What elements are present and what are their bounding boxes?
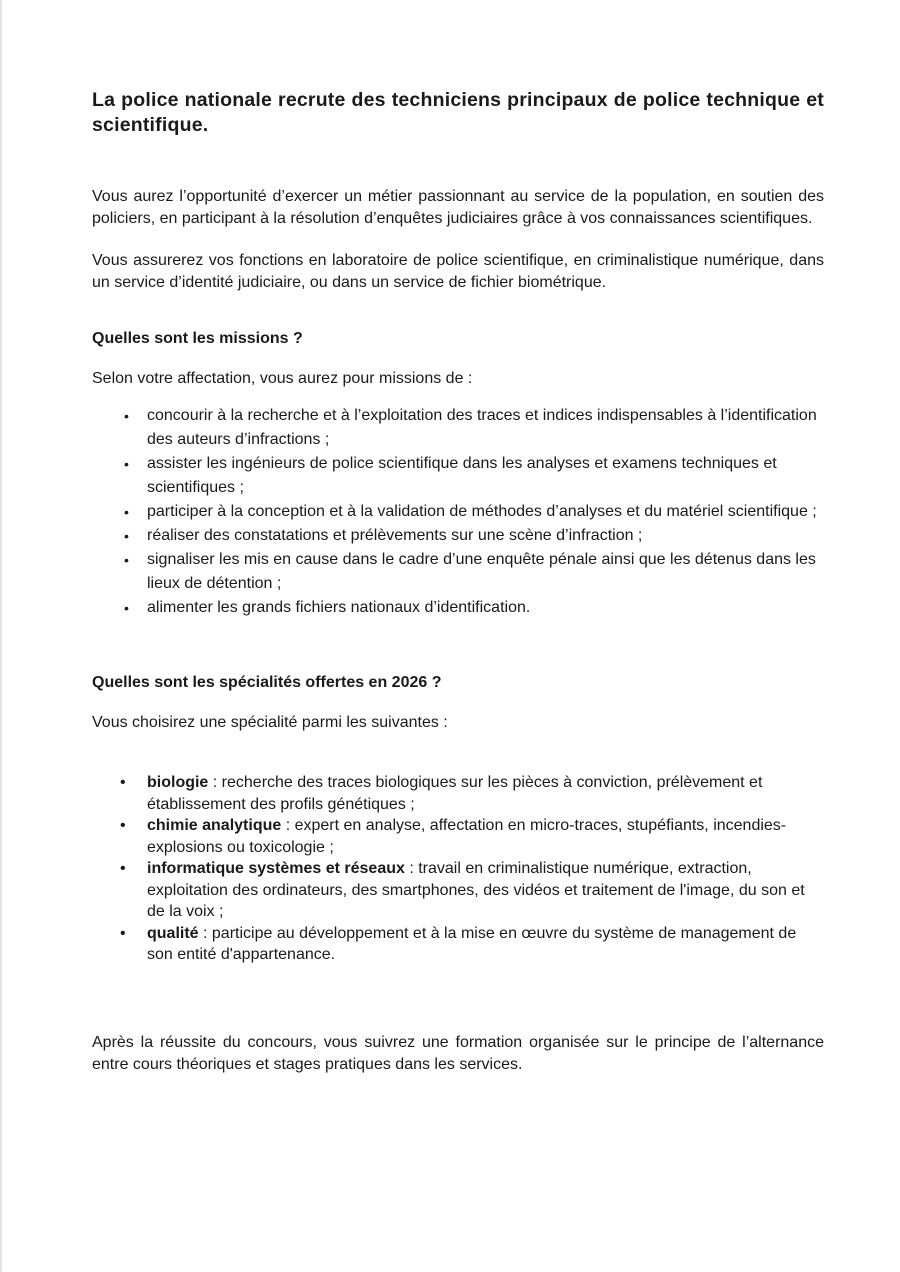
mission-text: assister les ingénieurs de police scientifique dans les analyses et examens techniques et scientifiques ; [147, 455, 777, 496]
bullet-icon: • [120, 774, 126, 791]
specialite-description: : recherche des traces biologiques sur les pièces à conviction, prélèvement et établissement des profils génétiques ; [147, 774, 763, 813]
specialites-heading: Quelles sont les spécialités offertes en 2026 ? [92, 674, 442, 691]
list-item [92, 404, 824, 452]
list-item [92, 772, 824, 815]
list-item [92, 524, 824, 548]
specialites-lead: Vous choisirez une spécialité parmi les suivantes : [92, 714, 448, 731]
missions-list [92, 404, 824, 620]
mission-text: participer à la conception et à la validation de méthodes d’analyses et du matériel scientifique ; [147, 503, 817, 520]
document-body [92, 88, 824, 1076]
missions-heading: Quelles sont les missions ? [92, 330, 303, 347]
bullet-icon: • [120, 860, 126, 877]
mission-text: alimenter les grands fichiers nationaux d’identification. [147, 599, 531, 616]
specialite-name: informatique systèmes et réseaux [147, 860, 405, 877]
specialite-description: : travail en criminalistique numérique, extraction, exploitation des ordinateurs, des smartphones, des vidéos et traitement de l'image, du son et de la voix ; [147, 860, 805, 920]
mission-text: concourir à la recherche et à l’exploitation des traces et indices indispensables à l’identification des auteurs d’infractions ; [147, 407, 817, 448]
intro-paragraph-1: Vous aurez l’opportunité d’exercer un métier passionnant au service de la population, en soutien des policiers, en participant à la résolution d’enquêtes judiciaires grâce à vos connaissances scientifiques. [92, 188, 824, 227]
bullet-icon: • [120, 817, 126, 834]
bullet-icon: • [124, 552, 129, 568]
intro-paragraph-2: Vous assurerez vos fonctions en laboratoire de police scientifique, en criminalistique numérique, dans un service d’identité judiciaire, ou dans un service de fichier biométrique. [92, 252, 824, 291]
specialite-name: biologie [147, 774, 209, 791]
bullet-icon: • [124, 600, 129, 616]
bullet-icon: • [124, 456, 129, 472]
list-item [92, 923, 824, 966]
specialite-name: qualité [147, 924, 199, 942]
list-item [92, 452, 824, 500]
mission-text: signaliser les mis en cause dans le cadre d’une enquête pénale ainsi que les détenus dans les lieux de détention ; [147, 551, 816, 592]
specialite-name: chimie analytique [147, 817, 282, 834]
bullet-icon: • [124, 504, 129, 520]
bullet-icon: • [120, 924, 126, 942]
bullet-icon: • [124, 528, 129, 544]
mission-text: réaliser des constatations et prélèvements sur une scène d’infraction ; [147, 527, 643, 544]
closing-paragraph: Après la réussite du concours, vous suivrez une formation organisée sur le principe de l’alternance entre cours théoriques et stages pratiques dans les services. [92, 1033, 824, 1073]
scan-edge-shadow [0, 0, 3, 1272]
missions-lead: Selon votre affectation, vous aurez pour missions de : [92, 370, 473, 387]
specialite-description: : participe au développement et à la mise en œuvre du système de management de son entité d'appartenance. [147, 924, 797, 963]
specialite-description: : expert en analyse, affectation en micro-traces, stupéfiants, incendies-explosions ou toxicologie ; [147, 817, 787, 856]
bullet-icon: • [124, 408, 129, 424]
page-title: La police nationale recrute des techniciens principaux de police technique et scientifique. [92, 89, 824, 136]
list-item [92, 548, 824, 596]
list-item [92, 815, 824, 858]
specialites-list [92, 772, 824, 966]
list-item [92, 858, 824, 923]
list-item [92, 500, 824, 524]
list-item [92, 596, 824, 620]
